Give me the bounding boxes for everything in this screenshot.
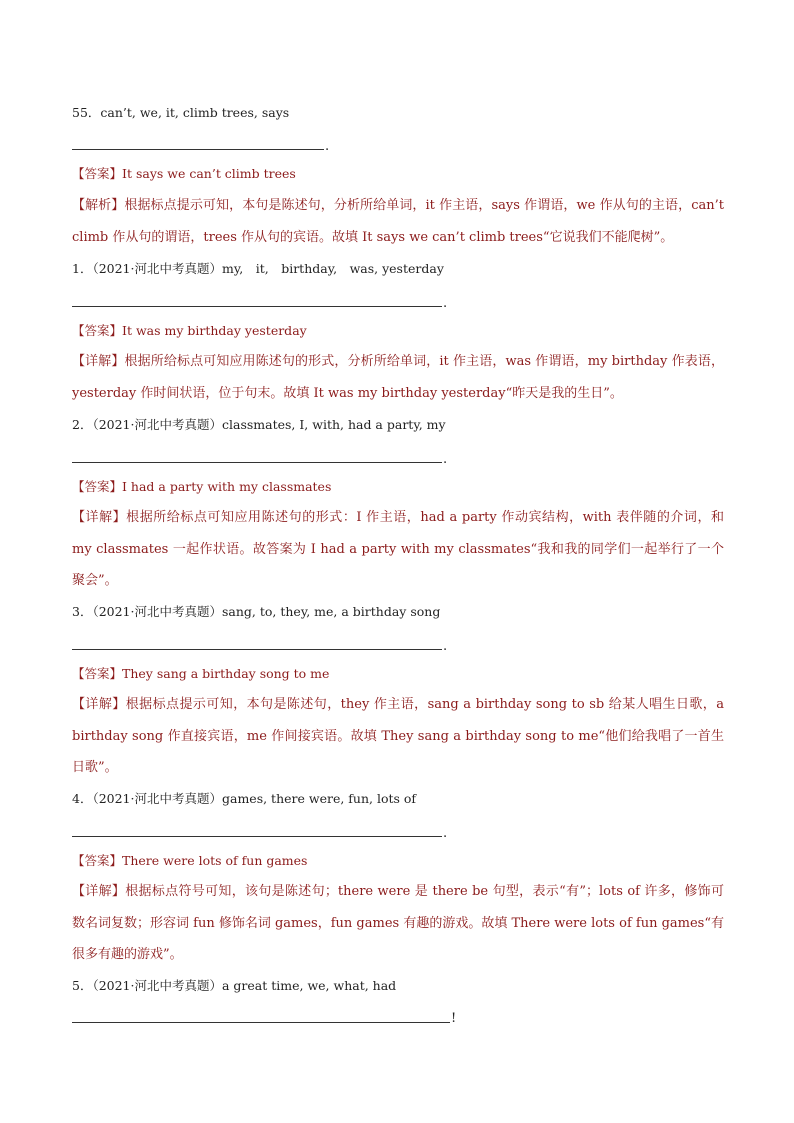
answer-tag: 【答案】 — [72, 479, 123, 494]
question-4: 4．（2021·河北中考真题）games, there were, fun, lots of — [72, 791, 417, 806]
explain-text: 根据标点提示可知，本句是陈述句，分析所给单词，it 作主语，says 作谓语，we 作从句的主语，can’t climb 作从句的谓语，trees 作从句的宾语。故填 It says we can’t climb trees“它说我们不能爬树”。 — [72, 198, 724, 245]
end-mark-55: . — [325, 139, 330, 154]
explain-tag: 【详解】 — [72, 510, 127, 525]
explanation-2 — [72, 502, 724, 597]
answer-4 — [72, 853, 307, 869]
explain-text: 根据标点符号可知，该句是陈述句；there were 是 there be 句型，表示“有”；lots of 许多，修饰可数名词复数；形容词 fun 修饰名词 games，fun games 有趣的游戏。故填 There were lots of fun games“有很多有趣的游戏”。 — [72, 884, 724, 962]
answer-2 — [72, 479, 331, 495]
answer-blank-3[interactable] — [72, 649, 442, 650]
end-mark-1: . — [443, 296, 448, 311]
explanation-4 — [72, 876, 724, 971]
answer-blank-2[interactable] — [72, 462, 442, 463]
question-55: 55．can’t, we, it, climb trees, says — [72, 105, 290, 120]
answer-blank-5[interactable] — [72, 1022, 450, 1023]
end-mark-5: ! — [451, 1011, 457, 1026]
explain-text: 根据标点提示可知，本句是陈述句，they 作主语，sang a birthday song to sb 给某人唱生日歌，a birthday song 作直接宾语，me 作间接宾语。故填 They sang a birthday song to me“他们给我唱了一首生日歌”。 — [72, 697, 724, 775]
explain-tag: 【解析】 — [72, 198, 125, 213]
answer-tag: 【答案】 — [72, 853, 123, 868]
end-mark-2: . — [443, 452, 448, 467]
answer-1 — [72, 323, 307, 339]
end-mark-4: . — [443, 826, 448, 841]
answer-text: It was my birthday yesterday — [122, 323, 307, 338]
answer-text: There were lots of fun games — [122, 853, 308, 868]
answer-tag: 【答案】 — [72, 166, 123, 181]
answer-55 — [72, 166, 296, 182]
question-5: 5．（2021·河北中考真题）a great time, we, what, had — [72, 978, 397, 993]
explain-tag: 【详解】 — [72, 884, 126, 899]
explanation-55 — [72, 190, 724, 253]
explanation-1 — [72, 346, 724, 409]
explain-text: 根据所给标点可知应用陈述句的形式：I 作主语，had a party 作动宾结构，with 表伴随的介词，和 my classmates 一起作状语。故答案为 I had a party with my classmates“我和我的同学们一起举行了一个聚会”。 — [72, 510, 724, 588]
explain-text: 根据所给标点可知应用陈述句的形式，分析所给单词，it 作主语，was 作谓语，my birthday 作表语，yesterday 作时间状语，位于句末。故填 It was my birthday yesterday“昨天是我的生日”。 — [72, 354, 724, 401]
explain-tag: 【详解】 — [72, 697, 126, 712]
answer-blank-4[interactable] — [72, 836, 442, 837]
explain-tag: 【详解】 — [72, 354, 125, 369]
question-1: 1．（2021·河北中考真题）my, it, birthday, was, yesterday — [72, 261, 444, 276]
answer-tag: 【答案】 — [72, 666, 123, 681]
answer-text: I had a party with my classmates — [122, 479, 332, 494]
answer-blank-55[interactable] — [72, 149, 324, 150]
explanation-3 — [72, 689, 724, 784]
answer-text: It says we can’t climb trees — [122, 166, 296, 181]
answer-tag: 【答案】 — [72, 323, 123, 338]
answer-text: They sang a birthday song to me — [122, 666, 330, 681]
question-2: 2．（2021·河北中考真题）classmates, I, with, had a party, my — [72, 417, 446, 432]
end-mark-3: . — [443, 639, 448, 654]
answer-blank-1[interactable] — [72, 306, 442, 307]
answer-3 — [72, 666, 329, 682]
question-3: 3．（2021·河北中考真题）sang, to, they, me, a birthday song — [72, 604, 441, 619]
